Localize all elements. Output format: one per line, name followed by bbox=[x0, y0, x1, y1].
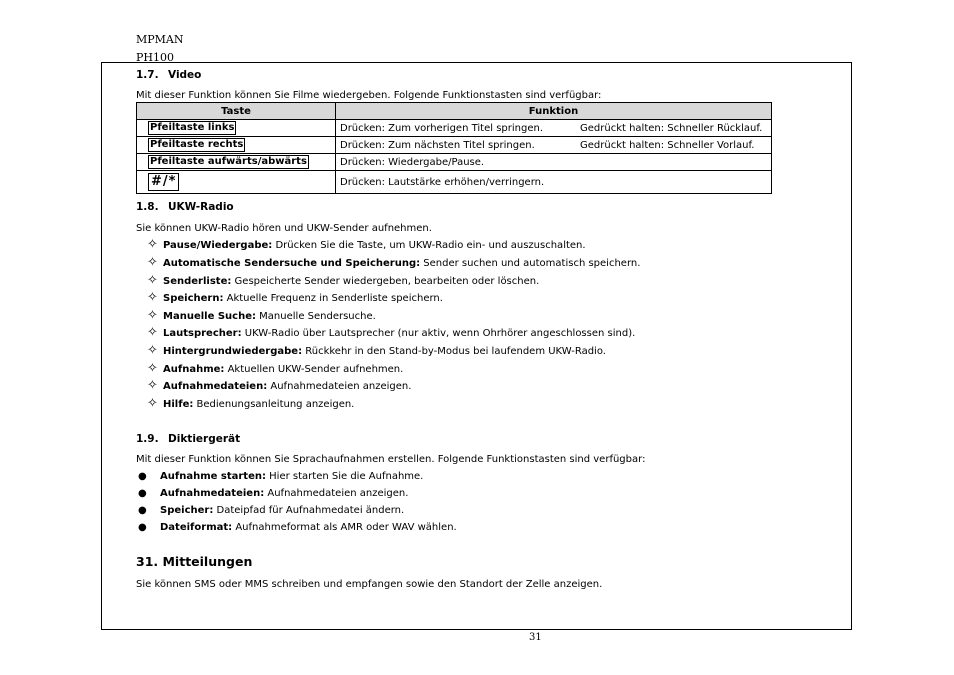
star-bullet-icon: ✧ bbox=[147, 361, 158, 376]
header-model: PH100 bbox=[136, 51, 174, 64]
list-item: ✧ Speichern: Aktuelle Frequenz in Senderliste speichern. bbox=[147, 290, 443, 305]
function-press: Drücken: Lautstärke erhöhen/verringern. bbox=[340, 176, 545, 188]
section-radio-heading bbox=[136, 201, 234, 214]
function-press: Drücken: Zum vorherigen Titel springen. bbox=[340, 122, 544, 134]
list-item: ✧ Aufnahme: Aktuellen UKW-Sender aufnehmen. bbox=[147, 361, 404, 376]
section-video-heading bbox=[136, 69, 201, 82]
chapter-messages-heading: 31. Mitteilungen bbox=[136, 554, 253, 569]
list-item: ✧ Hintergrundwiedergabe: Rückkehr in den Stand-by-Modus bei laufendem UKW-Radio. bbox=[147, 343, 606, 358]
section-number: 1.8. bbox=[136, 201, 159, 213]
table-row bbox=[137, 154, 772, 171]
key-label: Pfeiltaste rechts bbox=[150, 139, 244, 150]
star-bullet-icon: ✧ bbox=[147, 255, 158, 270]
list-item: ● Aufnahme starten: Hier starten Sie die Aufnahme. bbox=[138, 471, 424, 482]
page-number: 31 bbox=[529, 632, 542, 643]
list-item: ✧ Lautsprecher: UKW-Radio über Lautsprecher (nur aktiv, wenn Ohrhörer angeschlossen sind). bbox=[147, 325, 636, 340]
key-label: #/* bbox=[148, 173, 179, 191]
list-item: ✧ Senderliste: Gespeicherte Sender wiedergeben, bearbeiten oder löschen. bbox=[147, 273, 540, 288]
video-key-table bbox=[136, 102, 772, 194]
section-title: UKW-Radio bbox=[168, 201, 234, 213]
bullet-dot-icon: ● bbox=[138, 488, 147, 499]
section-title: Video bbox=[168, 69, 202, 81]
list-item: ● Aufnahmedateien: Aufnahmedateien anzeigen. bbox=[138, 488, 409, 499]
function-press: Drücken: Zum nächsten Titel springen. bbox=[340, 139, 535, 151]
section-video-intro: Mit dieser Funktion können Sie Filme wiedergeben. Folgende Funktionstasten sind verfügbar: bbox=[136, 90, 602, 101]
bullet-dot-icon: ● bbox=[138, 522, 147, 533]
list-item: ✧ Hilfe: Bedienungsanleitung anzeigen. bbox=[147, 396, 355, 411]
function-hold: Gedrückt halten: Schneller Vorlauf. bbox=[580, 139, 755, 151]
star-bullet-icon: ✧ bbox=[147, 343, 158, 358]
function-hold: Gedrückt halten: Schneller Rücklauf. bbox=[580, 122, 763, 134]
list-item: ● Speicher: Dateipfad für Aufnahmedatei ändern. bbox=[138, 505, 405, 516]
section-number: 1.7. bbox=[136, 69, 159, 81]
section-radio-intro: Sie können UKW-Radio hören und UKW-Sender aufnehmen. bbox=[136, 223, 432, 234]
key-label: Pfeiltaste aufwärts/abwärts bbox=[150, 156, 307, 167]
section-title: Diktiergerät bbox=[168, 433, 241, 445]
list-item: ● Dateiformat: Aufnahmeformat als AMR oder WAV wählen. bbox=[138, 522, 457, 533]
header-brand: MPMAN bbox=[136, 33, 184, 46]
table-header-key: Taste bbox=[137, 103, 336, 120]
table-header-row bbox=[137, 103, 772, 120]
table-row bbox=[137, 120, 772, 137]
bullet-dot-icon: ● bbox=[138, 471, 147, 482]
star-bullet-icon: ✧ bbox=[147, 290, 158, 305]
section-number: 1.9. bbox=[136, 433, 159, 445]
bullet-dot-icon: ● bbox=[138, 505, 147, 516]
list-item: ✧ Aufnahmedateien: Aufnahmedateien anzeigen. bbox=[147, 378, 412, 393]
star-bullet-icon: ✧ bbox=[147, 237, 158, 252]
star-bullet-icon: ✧ bbox=[147, 396, 158, 411]
star-bullet-icon: ✧ bbox=[147, 325, 158, 340]
star-bullet-icon: ✧ bbox=[147, 308, 158, 323]
section-dictaphone-intro: Mit dieser Funktion können Sie Sprachaufnahmen erstellen. Folgende Funktionstasten sind verfügbar: bbox=[136, 454, 646, 465]
star-bullet-icon: ✧ bbox=[147, 378, 158, 393]
function-press: Drücken: Wiedergabe/Pause. bbox=[340, 156, 485, 168]
list-item: ✧ Pause/Wiedergabe: Drücken Sie die Taste, um UKW-Radio ein- und auszuschalten. bbox=[147, 237, 586, 252]
table-row bbox=[137, 137, 772, 154]
list-item: ✧ Manuelle Suche: Manuelle Sendersuche. bbox=[147, 308, 376, 323]
star-bullet-icon: ✧ bbox=[147, 273, 158, 288]
chapter-messages-text: Sie können SMS oder MMS schreiben und empfangen sowie den Standort der Zelle anzeigen. bbox=[136, 579, 603, 590]
list-item: ✧ Automatische Sendersuche und Speicherung: Sender suchen und automatisch speichern. bbox=[147, 255, 641, 270]
key-label: Pfeiltaste links bbox=[150, 122, 235, 133]
table-row bbox=[137, 171, 772, 194]
section-dictaphone-heading bbox=[136, 433, 240, 446]
table-header-function: Funktion bbox=[336, 103, 772, 120]
